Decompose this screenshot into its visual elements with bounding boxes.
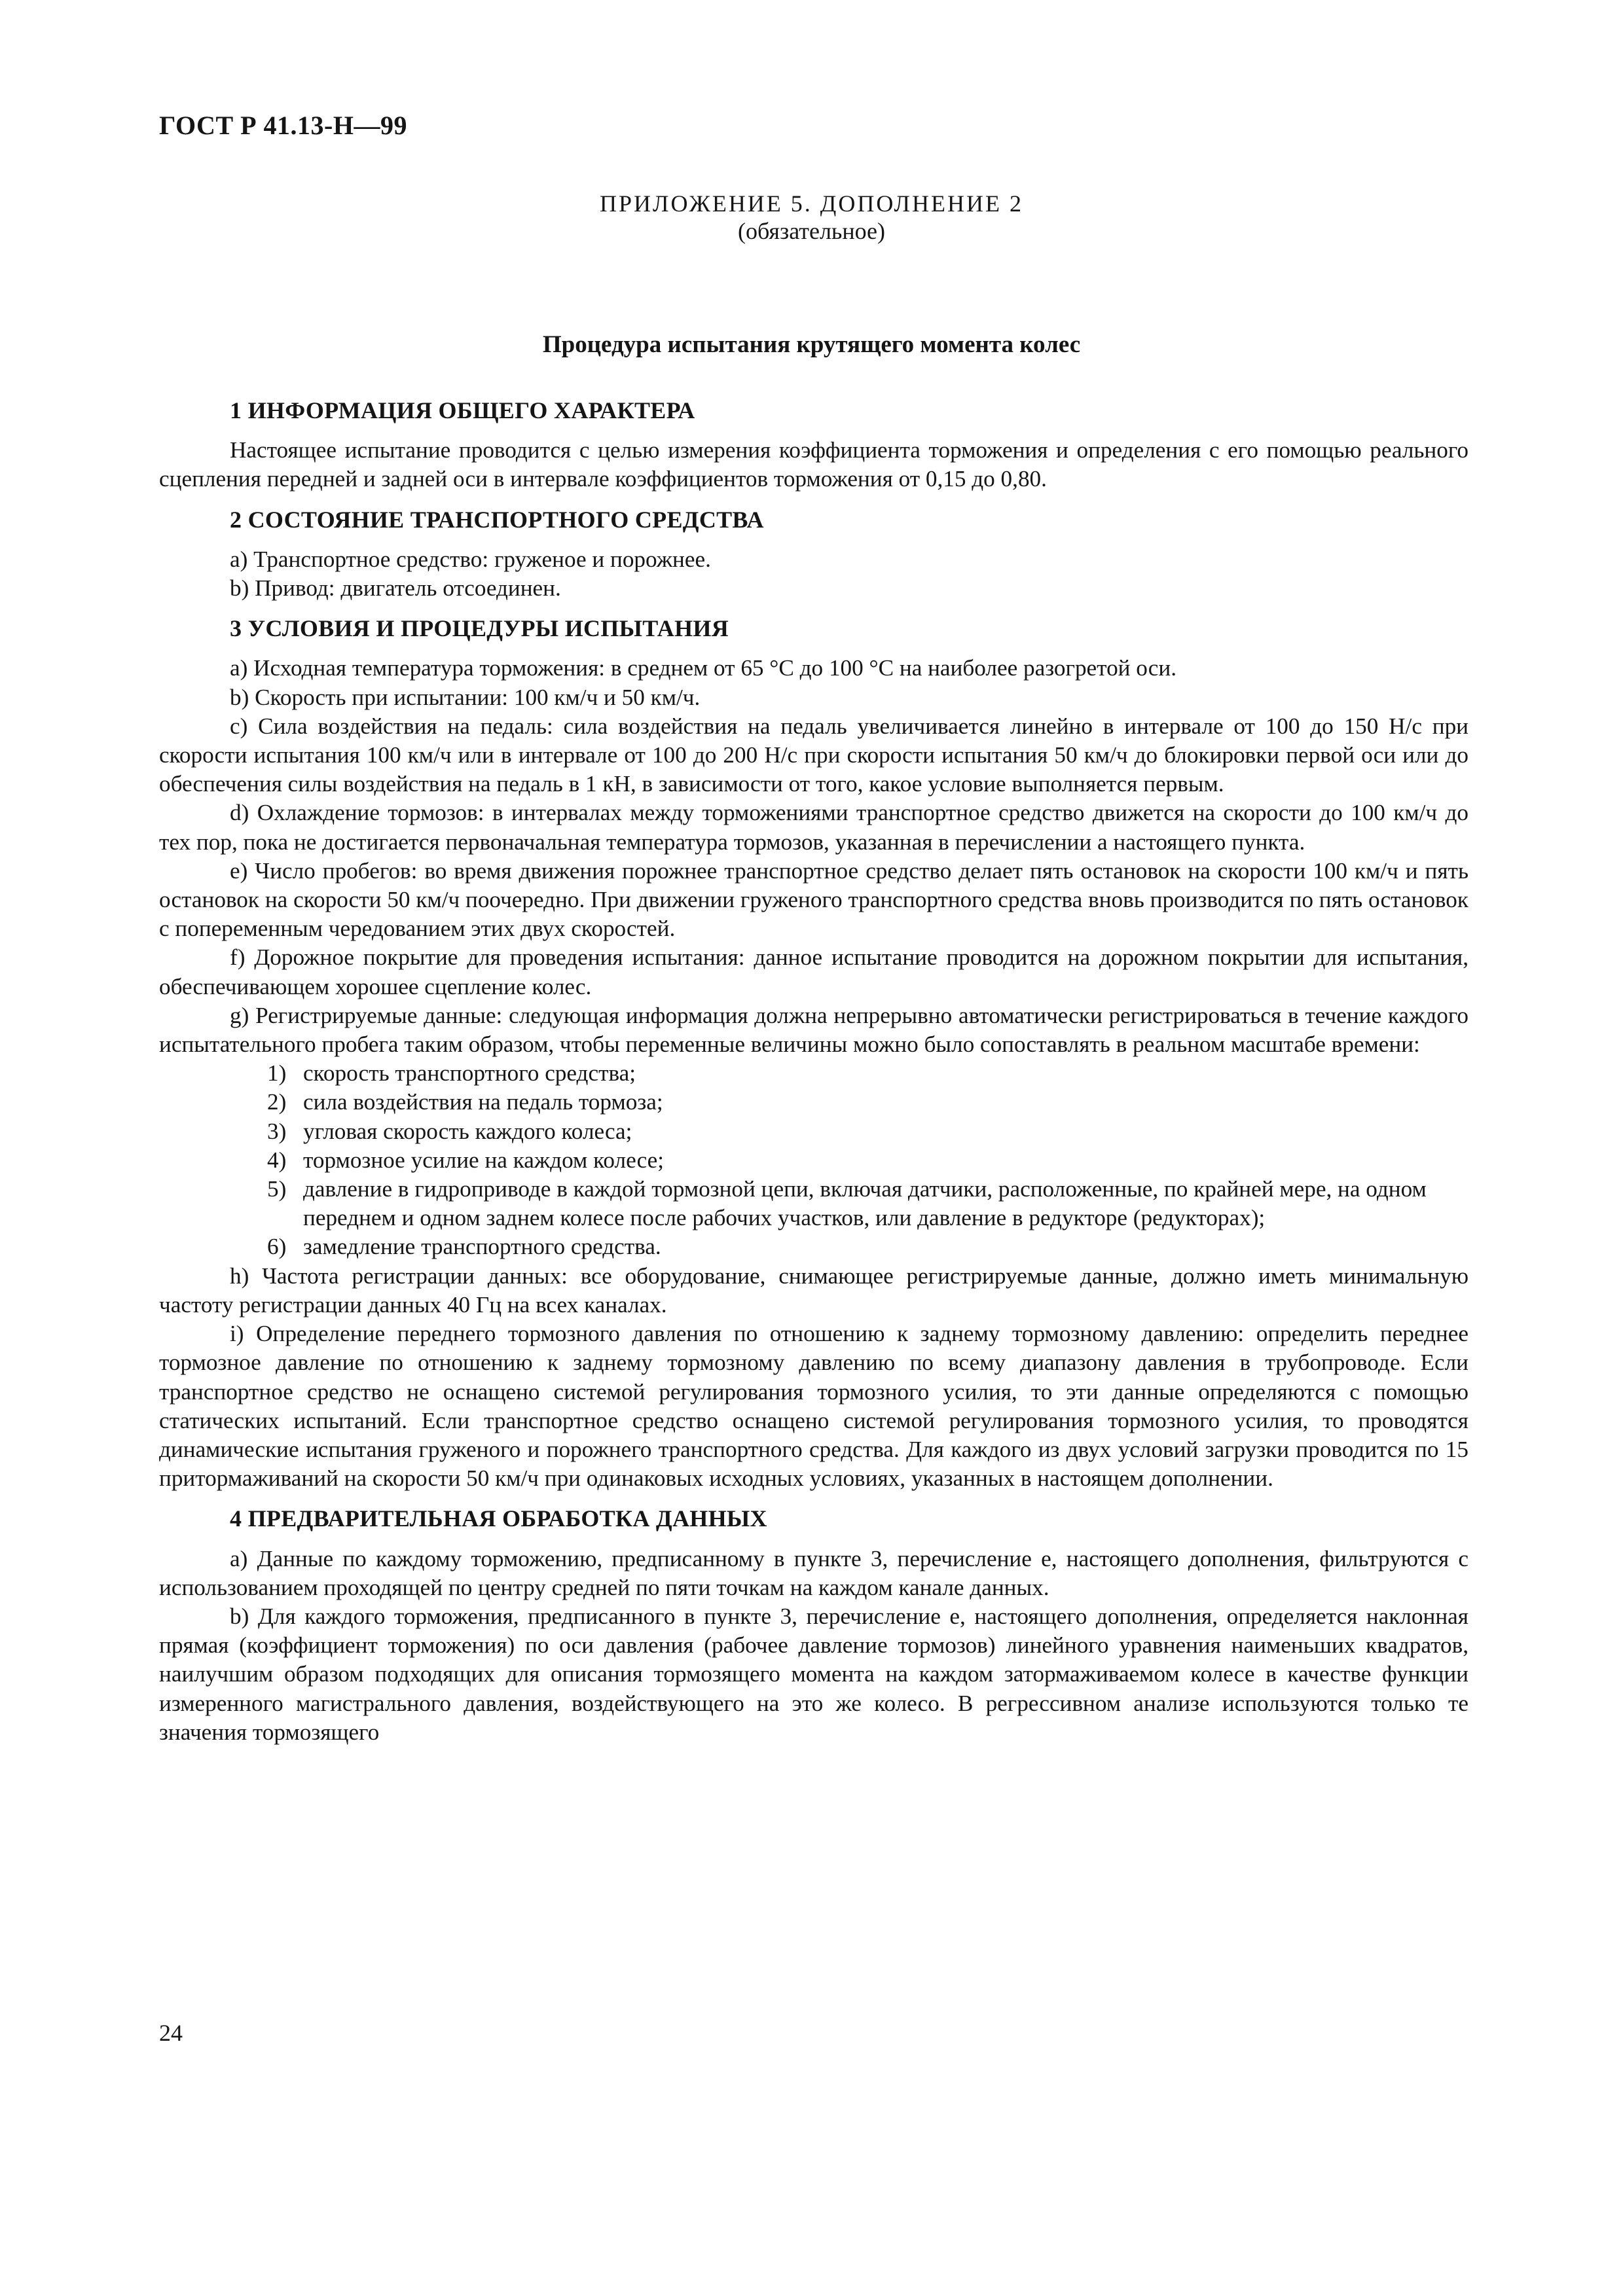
section-1-paragraph: Настоящее испытание проводится с целью измерения коэффициента торможения и определения с его помощью реального сцепления передней и задней оси в интервале коэффициентов торможения от 0,15 до 0,80. (159, 437, 1468, 492)
list-item (159, 1146, 1468, 1175)
list-item-text: давление в гидроприводе в каждой тормозной цепи, включая датчики, расположенные, по крайней мере, на одном переднем и одном заднем колесе после рабочих участков, или давление в редукторе (редукторах); (303, 1176, 1427, 1231)
standard-designation: ГОСТ Р 41.13-Н—99 (159, 111, 407, 140)
list-item (159, 1059, 1468, 1088)
list-item-text: тормозное усилие на каждом колесе; (303, 1147, 665, 1173)
section-3-item-c: с) Сила воздействия на педаль: сила воздействия на педаль увеличивается линейно в интервале от 100 до 150 Н/с при скорости испытания 100 км/ч или в интервале от 100 до 200 Н/с при скорости испытания 50 км/ч до блокировки первой оси или до обеспечения силы воздействия на педаль в 1 кН, в зависимости от того, какое условие выполняется первым. (159, 713, 1468, 797)
section-4-item-b: b) Для каждого торможения, предписанного в пункте 3, перечисление е, настоящего дополнения, определяется наклонная прямая (коэффициент торможения) по оси давления (рабочее давление тормозов) линейного уравнения наименьших квадратов, наилучшим образом подходящих для описания тормозящего момента на каждом затормаживаемом колесе в качестве функции измеренного магистрального давления, воздействующего на это же колесо. В регрессивном анализе используются только те значения тормозящего (159, 1603, 1468, 1745)
list-item-text: сила воздействия на педаль тормоза; (303, 1089, 663, 1115)
list-item (159, 1175, 1468, 1232)
section-3-item-b: b) Скорость при испытании: 100 км/ч и 50 км/ч. (230, 684, 701, 710)
list-item-number: 6) (267, 1234, 287, 1260)
section-3-item-g: g) Регистрируемые данные: следующая информация должна непрерывно автоматически регистрироваться в течение каждого испытательного пробега таким образом, чтобы переменные величины можно было сопоставлять в реальном масштабе времени: (159, 1002, 1468, 1058)
section-3-item-f: f) Дорожное покрытие для проведения испытания: данное испытание проводится на дорожном покрытии для испытания, обеспечивающем хорошее сцепление колес. (159, 944, 1468, 999)
annex-title: ПРИЛОЖЕНИЕ 5. ДОПОЛНЕНИЕ 2 (600, 190, 1023, 217)
section-3-heading: 3 УСЛОВИЯ И ПРОЦЕДУРЫ ИСПЫТАНИЯ (230, 615, 729, 642)
list-item (159, 1232, 1468, 1261)
section-2-item-b: b) Привод: двигатель отсоединен. (230, 575, 561, 601)
recorded-data-list (159, 1059, 1468, 1261)
section-4-heading: 4 ПРЕДВАРИТЕЛЬНАЯ ОБРАБОТКА ДАННЫХ (230, 1505, 767, 1532)
list-item-number: 5) (267, 1176, 287, 1202)
list-item-number: 1) (267, 1060, 287, 1086)
page-number: 24 (159, 2020, 183, 2046)
section-3-item-i: i) Определение переднего тормозного давления по отношению к заднему тормозному давлению: определить переднее тормозное давление по отношению к заднему тормозному давлению по всему диапазону давления в трубопроводе. Если транспортное средство не оснащено системой регулирования тормозного усилия, то эти данные определяются с помощью статических испытаний. Если транспортное средство оснащено системой регулирования тормозного усилия, то проводятся динамические испытания груженого и порожнего транспортного средства. Для каждого из двух условий загрузки проводится по 15 притормаживаний на скорости 50 км/ч при одинаковых исходных условиях, указанных в настоящем дополнении. (159, 1321, 1468, 1492)
section-1-heading: 1 ИНФОРМАЦИЯ ОБЩЕГО ХАРАКТЕРА (230, 397, 695, 423)
section-3-item-e: е) Число пробегов: во время движения порожнее транспортное средство делает пять остановок на скорости 100 км/ч и пять остановок на скорости 50 км/ч поочередно. При движении груженого транспортного средства вновь производится по пять остановок с попеременным чередованием этих двух скоростей. (159, 857, 1468, 942)
section-2-heading: 2 СОСТОЯНИЕ ТРАНСПОРТНОГО СРЕДСТВА (230, 506, 764, 533)
section-2-item-a: а) Транспортное средство: груженое и порожнее. (230, 546, 711, 572)
list-item-text: скорость транспортного средства; (303, 1060, 636, 1086)
section-3-item-a: а) Исходная температура торможения: в среднем от 65 °С до 100 °С на наиболее разогретой оси. (230, 655, 1177, 681)
list-item-number: 2) (267, 1089, 287, 1115)
document-body (159, 396, 1468, 1747)
list-item-number: 3) (267, 1118, 287, 1144)
list-item-number: 4) (267, 1147, 287, 1173)
list-item (159, 1088, 1468, 1117)
document-title: Процедура испытания крутящего момента колес (542, 331, 1081, 358)
section-4-item-a: а) Данные по каждому торможению, предписанному в пункте 3, перечисление е, настоящего дополнения, фильтруются с использованием проходящей по центру средней по пяти точкам на каждом канале данных. (159, 1545, 1468, 1600)
annex-status: (обязательное) (738, 218, 885, 244)
list-item-text: угловая скорость каждого колеса; (303, 1118, 632, 1144)
list-item-text: замедление транспортного средства. (303, 1234, 661, 1260)
list-item (159, 1117, 1468, 1146)
section-3-item-h: h) Частота регистрации данных: все оборудование, снимающее регистрируемые данные, должно иметь минимальную частоту регистрации данных 40 Гц на всех каналах. (159, 1263, 1468, 1318)
section-3-item-d: d) Охлаждение тормозов: в интервалах между торможениями транспортное средство движется на скорости до 100 км/ч до тех пор, пока не достигается первоначальная температура тормозов, указанная в перечислении а настоящего пункта. (159, 800, 1468, 855)
